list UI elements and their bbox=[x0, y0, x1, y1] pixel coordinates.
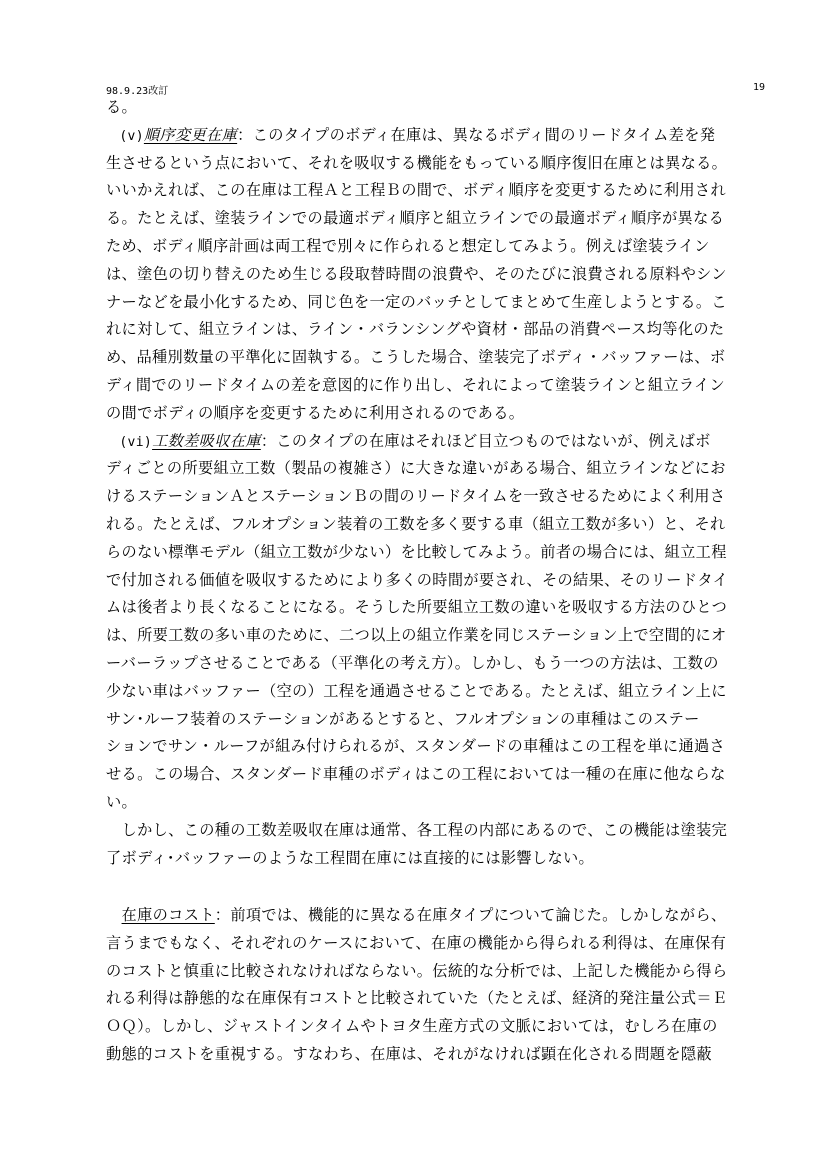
text-run: ーバーラップさせることである（平準化の考え方）。しかし、もう一つの方法は、工数の bbox=[106, 653, 719, 672]
text-run: で付加される価値を吸収するためにより多くの時間が要され、その結果、そのリードタイ bbox=[106, 570, 729, 589]
text-run: (vi) bbox=[106, 434, 153, 450]
text-line bbox=[106, 94, 778, 122]
text-line bbox=[106, 650, 778, 678]
text-run: ：前項では、機能的に異なる在庫タイプについて論じた。しかしながら、 bbox=[214, 906, 727, 924]
page-revision-date: 98.9.23改訂 bbox=[106, 86, 169, 97]
text-run: る。 bbox=[106, 98, 138, 116]
text-line bbox=[106, 594, 778, 622]
text-run: ため、ボディ順序計画は両工程で別々に作られると想定してみよう。例えば塗装ライン bbox=[106, 236, 710, 255]
text-run: サン･ルーフ装着のステーションがあるとすると、フルオプションの車種はこのステー bbox=[106, 709, 700, 728]
text-run: せる。この場合、スタンダード車種のボディはこの工程においては一種の在庫に他ならな bbox=[106, 765, 726, 784]
text-run: れる。たとえば、フルオプション装着の工数を多く要する車（組立工数が多い）と、それ bbox=[106, 514, 726, 533]
text-line bbox=[106, 122, 778, 150]
text-run: けるステーションＡとステーションＢの間のリードタイムを一致させるためによく利用さ bbox=[106, 487, 726, 506]
text-line bbox=[106, 985, 778, 1013]
text-run: い。 bbox=[106, 792, 138, 811]
text-line bbox=[106, 1041, 778, 1069]
text-line bbox=[106, 958, 778, 986]
text-run: 生させるという点において、それを吸収する機能をもっている順序復旧在庫とは異なる。 bbox=[106, 153, 728, 172]
text-line bbox=[106, 902, 778, 930]
text-run: ションでサン・ルーフが組み付けられるが、スタンダードの車種はこの工程を単に通過さ bbox=[106, 737, 726, 756]
text-line bbox=[106, 930, 778, 958]
text-run bbox=[106, 906, 122, 924]
text-line bbox=[106, 372, 778, 400]
text-run: ムは後者より長くなることになる。そうした所要組立工数の違いを吸収する方法のひとつ bbox=[106, 598, 728, 617]
text-run: ：このタイプの在庫はそれほど目立つものではないが、例えばボ bbox=[260, 431, 711, 450]
text-run: れに対して、組立ラインは、ライン・バランシングや資材・部品の消費ペース均等化のた bbox=[106, 320, 725, 339]
text-line bbox=[106, 233, 778, 261]
text-line bbox=[106, 428, 778, 456]
text-line bbox=[106, 789, 778, 817]
text-line bbox=[106, 261, 778, 289]
text-run: 少ない車はバッファー（空の）工程を通過させることである。たとえば、組立ライン上に bbox=[106, 681, 727, 700]
text-run: ディごとの所要組立工数（製品の複雑さ）に大きな違いがある場合、組立ラインなどにお bbox=[106, 459, 726, 478]
text-line bbox=[106, 400, 778, 428]
text-line bbox=[106, 733, 778, 761]
text-run: 了ボディ･バッファーのような工程間在庫には直接的には影響しない。 bbox=[106, 848, 595, 867]
text-line bbox=[106, 316, 778, 344]
text-run: は、所要工数の多い車のために、二つ以上の組立作業を同じステーション上で空間的にオ bbox=[106, 626, 727, 645]
text-line bbox=[106, 483, 778, 511]
text-run: め、品種別数量の平準化に固執する。こうした場合、塗装完了ボディ・バッファーは、ボ bbox=[106, 348, 726, 367]
text-run: いいかえれば、この在庫は工程Ａと工程Ｂの間で、ボディ順序を変更するために利用され bbox=[106, 181, 726, 200]
text-run: は、塗色の切り替えのため生じる段取替時間の浪費や、そのたびに浪費される原料やシン bbox=[106, 264, 727, 283]
section-term: 順序変更在庫 bbox=[143, 125, 238, 144]
text-run: のコストと慎重に比較されなければならない。伝統的な分析では、上記した機能から得ら bbox=[106, 961, 728, 980]
text-run: 動態的コストを重視する。すなわち、在庫は、それがなければ顕在化される問題を隠蔽 bbox=[106, 1044, 712, 1063]
body-text-inventory-cost bbox=[106, 902, 778, 1069]
text-run: る。たとえば、塗装ラインでの最適ボディ順序と組立ラインでの最適ボディ順序が異なる bbox=[106, 209, 725, 228]
text-run: ナーなどを最小化するため、同じ色を一定のバッチとしてまとめて生産しようとする。こ bbox=[106, 292, 727, 311]
text-line bbox=[106, 511, 778, 539]
text-line bbox=[106, 539, 778, 567]
text-run: の間でボディの順序を変更するために利用されるのである。 bbox=[106, 403, 525, 422]
text-line bbox=[106, 567, 778, 595]
text-line bbox=[106, 289, 778, 317]
section-term: 工数差吸収在庫 bbox=[152, 431, 261, 450]
text-line bbox=[106, 678, 778, 706]
text-run: 言うまでもなく、それぞれのケースにおいて、在庫の機能から得られる利得は、在庫保有 bbox=[106, 933, 727, 952]
text-line bbox=[106, 845, 778, 873]
text-run: らのない標準モデル（組立工数が少ない）を比較してみよう。前者の場合には、組立工程 bbox=[106, 542, 727, 561]
body-text-inventory-types bbox=[106, 94, 778, 872]
text-line bbox=[106, 344, 778, 372]
text-run: しかし、この種の工数差吸収在庫は通常、各工程の内部にあるので、この機能は塗装完 bbox=[106, 820, 728, 839]
text-line bbox=[106, 205, 778, 233]
text-line bbox=[106, 455, 778, 483]
text-run: ディ間でのリードタイムの差を意図的に作り出し、それによって塗装ラインと組立ライン bbox=[106, 375, 726, 394]
text-line bbox=[106, 1013, 778, 1041]
text-run: ＯＱ）。しかし、ジャストインタイムやトヨタ生産方式の文脈においては，むしろ在庫の bbox=[106, 1017, 718, 1036]
text-line bbox=[106, 761, 778, 789]
page-number: 19 bbox=[753, 82, 766, 93]
text-line bbox=[106, 817, 778, 845]
section-term: 在庫のコスト bbox=[121, 906, 215, 924]
text-run: ：このタイプのボディ在庫は、異なるボディ間のリードタイム差を発 bbox=[237, 125, 716, 144]
text-run: れる利得は静態的な在庫保有コストと比較されていた（たとえば、経済的発注量公式＝Ｅ bbox=[106, 989, 728, 1008]
text-run: (v) bbox=[106, 128, 144, 144]
text-line bbox=[106, 150, 778, 178]
text-line bbox=[106, 177, 778, 205]
text-line bbox=[106, 622, 778, 650]
text-line bbox=[106, 706, 778, 734]
